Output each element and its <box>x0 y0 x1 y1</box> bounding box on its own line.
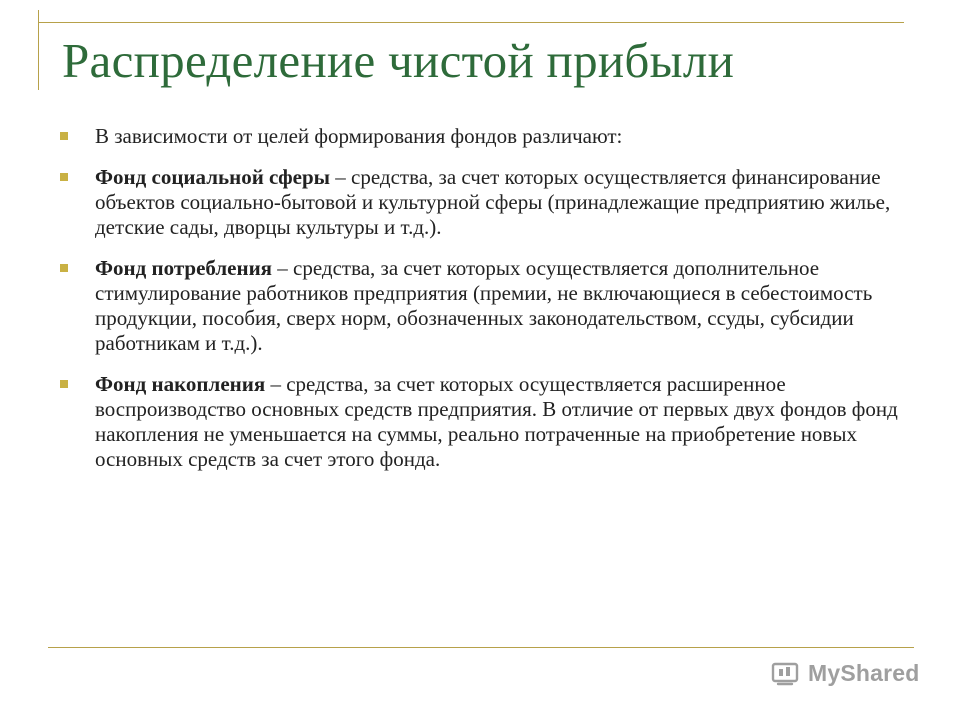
bullet-marker <box>60 132 68 140</box>
watermark <box>770 658 920 688</box>
watermark-text: MyShared <box>808 659 920 686</box>
bullet-item-1 <box>60 124 910 149</box>
bullet-term: Фонд потребления <box>95 256 273 280</box>
bullet-list <box>60 124 910 472</box>
top-rule <box>38 22 904 23</box>
bottom-rule <box>48 647 914 648</box>
bullet-text: – средства, за счет которых осуществляется дополнительное стимулирование работников предприятия (премии, не включающиеся в себестоимость продукции, пособия, сверх норм, обозначенных законодательством, ссуды, субсидии работникам и т.д.). <box>95 256 873 355</box>
bullet-text: – средства, за счет которых осуществляется расширенное воспроизводство основных средств предприятия. В отличие от первых двух фондов фонд накопления не уменьшается на суммы, реально потраченные на приобретение новых основных средств за счет этого фонда. <box>95 372 898 471</box>
bullet-marker <box>60 380 68 388</box>
bullet-item-4 <box>60 372 910 472</box>
bullet-marker <box>60 173 68 181</box>
bullet-item-3 <box>60 256 910 356</box>
bullet-text: В зависимости от целей формирования фондов различают: <box>95 124 623 148</box>
bullet-text: – средства, за счет которых осуществляется финансирование объектов социально-бытовой и культурной сферы (принадлежащие предприятию жилье, детские сады, дворцы культуры и т.д.). <box>95 165 891 239</box>
bullet-term: Фонд накопления <box>95 372 266 396</box>
left-rule <box>38 10 39 90</box>
bullet-marker <box>60 264 68 272</box>
bullet-term: Фонд социальной сферы <box>95 165 331 189</box>
mysharer-logo-icon <box>770 658 800 688</box>
bullet-item-2 <box>60 165 910 240</box>
slide-title: Распределение чистой прибыли <box>62 33 735 88</box>
